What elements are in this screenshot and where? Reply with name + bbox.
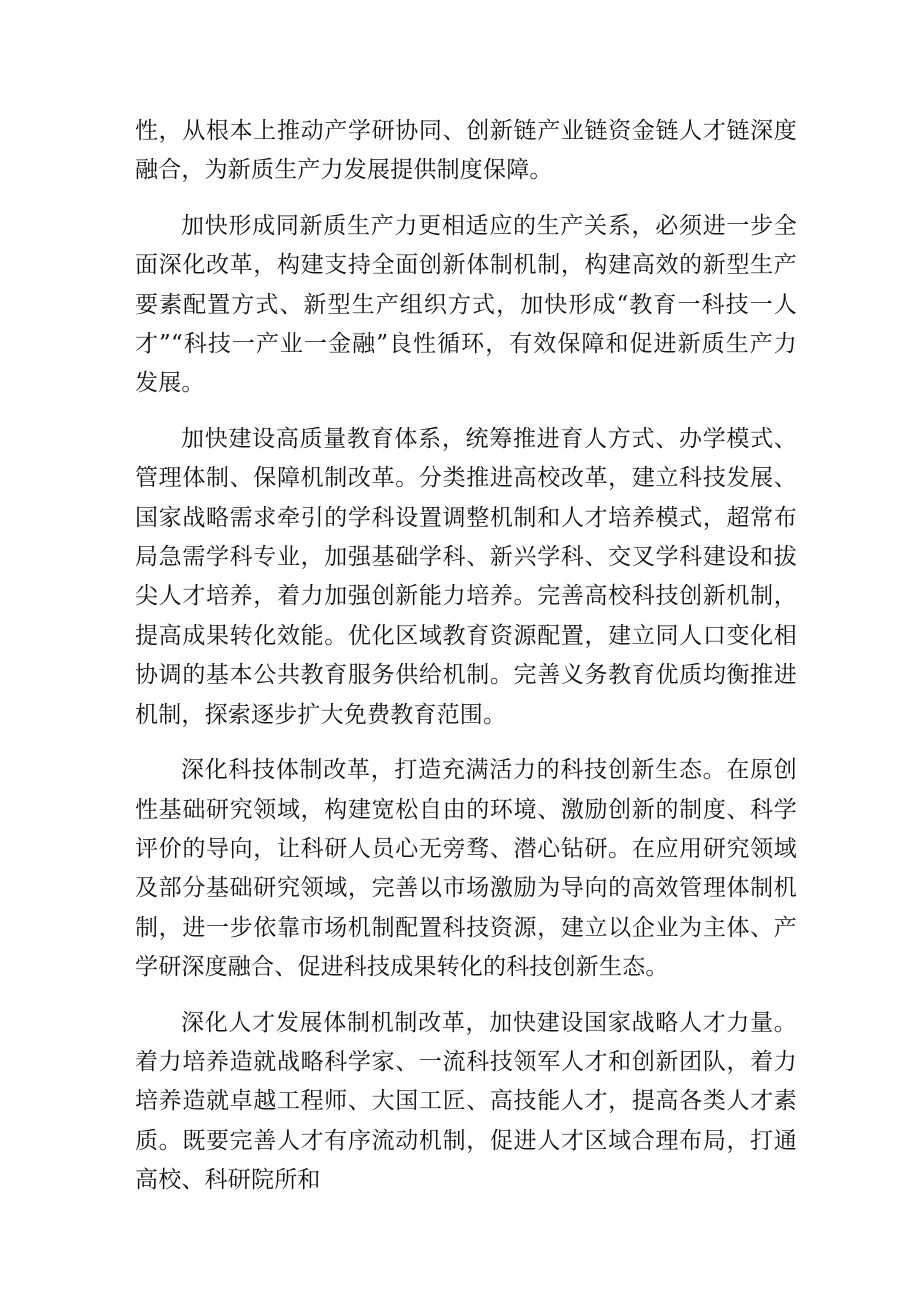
paragraph-sci-tech-reform: 深化科技体制改革，打造充满活力的科技创新生态。在原创性基础研究领域，构建宽松自由的环境、激励创新的制度、科学评价的导向，让科研人员心无旁骛、潜心钻研。在应用研究领域及部分基础研究领域，完善以市场激励为导向的高效管理体制机制，进一步依靠市场机制配置科技资源，建立以企业为主体、产学研深度融合、促进科技成果转化的科技创新生态。 [135, 757, 797, 981]
paragraph-education-system: 加快建设高质量教育体系，统筹推进育人方式、办学模式、管理体制、保障机制改革。分类推进高校改革，建立科技发展、国家战略需求牵引的学科设置调整机制和人才培养模式，超常布局急需学科专业，加强基础学科、新兴学科、交叉学科建设和拔尖人才培养，着力加强创新能力培养。完善高校科技创新机制，提高成果转化效能。优化区域教育资源配置，建立同人口变化相协调的基本公共教育服务供给机制。完善义务教育优质均衡推进机制，探索逐步扩大免费教育范围。 [135, 425, 797, 728]
document-body [135, 112, 797, 1217]
paragraph-continuation: 性，从根本上推动产学研协同、创新链产业链资金链人才链深度融合，为新质生产力发展提供制度保障。 [135, 118, 797, 184]
paragraph-talent-reform: 深化人才发展体制机制改革，加快建设国家战略人才力量。着力培养造就战略科学家、一流科技领军人才和创新团队，着力培养造就卓越工程师、大国工匠、高技能人才，提高各类人才素质。既要完善人才有序流动机制，促进人才区域合理布局，打通高校、科研院所和 [135, 1009, 797, 1194]
paragraph-production-relations: 加快形成同新质生产力更相适应的生产关系，必须进一步全面深化改革，构建支持全面创新体制机制，构建高效的新型生产要素配置方式、新型生产组织方式，加快形成“教育一科技一人才”“科技一产业一金融”良性循环，有效保障和促进新质生产力发展。 [135, 212, 797, 397]
